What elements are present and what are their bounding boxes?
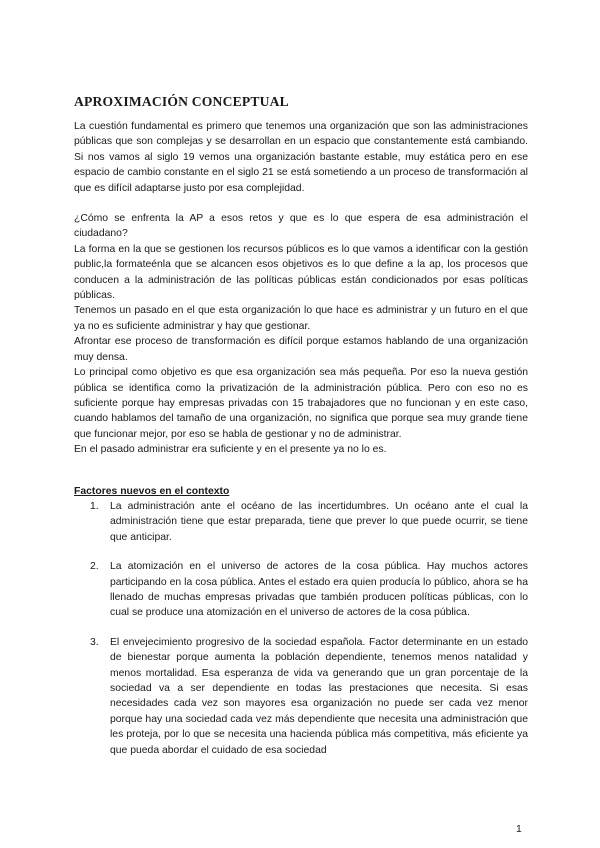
list-item-text: La administración ante el océano de las incertidumbres. Un océano ante el cual la administración tiene que estar preparada, tiene que prever lo que puede ocurrir, se tiene que anticipar. — [110, 500, 528, 543]
list-item — [74, 499, 528, 545]
document-title: APROXIMACIÓN CONCEPTUAL — [74, 94, 289, 109]
section-heading: Factores nuevos en el contexto — [74, 485, 230, 497]
body-paragraph-transformacion: Afrontar ese proceso de transformación es difícil porque estamos hablando de una organización muy densa. — [74, 336, 528, 363]
body-paragraph-objetivo: Lo principal como objetivo es que esa organización sea más pequeña. Por eso la nueva gestión pública se identifica como la privatización de la administración pública. Pero con eso no es suficiente porque hay empresas privadas con 15 trabajadores que no funcionan y en este caso, cuando hablamos del tamaño de una organización, no significa que porque sea muy grande tiene que funcionar mejor, por eso se habla de gestionar y no de administrar. — [74, 367, 528, 440]
list-item — [74, 559, 528, 621]
list-item-number: 1. — [90, 500, 99, 512]
body-paragraph-question: ¿Cómo se enfrenta la AP a esos retos y que es lo que espera de esa administración el ciudadano? — [74, 213, 528, 240]
page-number: 1 — [516, 824, 522, 835]
body-paragraph-gestion: La forma en la que se gestionen los recursos públicos es lo que vamos a identificar con la gestión public,la formateénla que se alcancen esos objetivos es lo que define a la ap, los procesos que conducen a la administración de las políticas públicas están condicionados por esas políticas públicas. — [74, 243, 528, 302]
spacer — [74, 545, 528, 559]
list-item-number: 3. — [90, 636, 99, 648]
body-paragraph-pasado-futuro: Tenemos un pasado en el que esta organización lo que hace es administrar y un futuro en el que ya no es suficiente administrar y hay que gestionar. — [74, 305, 528, 332]
body-paragraph-conclusion: En el pasado administrar era suficiente y en el presente ya no lo es. — [74, 444, 387, 456]
spacer — [74, 458, 528, 484]
list-item-text: El envejecimiento progresivo de la sociedad española. Factor determinante en un estado de bienestar porque aumenta la población dependiente, tenemos menos natalidad y menos mortalidad. Esa esperanza de vida va generando que un gran porcentaje de la sociedad va a ser dependiente en todas las prestaciones que necesita. Si esas necesidades cada vez son mayores esa organización no puede ser cada vez menor porque hay una sociedad cada vez más dependiente que necesita una administración que les proteja, por lo que se necesita una hacienda pública más competitiva, más eficiente ya que pueda abordar el cuidado de esa sociedad — [110, 636, 528, 756]
list-item-text: La atomización en el universo de actores de la cosa pública. Hay muchos actores participando en la cosa pública. Antes el estado era quien producía lo público, ahora se ha llenado de muchas empresas privadas que también producen políticas públicas, con lo cual se produce una atomización en el universo de actores de la cosa pública. — [110, 561, 528, 619]
spacer — [74, 196, 528, 211]
factors-list — [74, 499, 528, 758]
spacer — [74, 621, 528, 635]
intro-paragraph: La cuestión fundamental es primero que tenemos una organización que son las administraciones públicas que son complejas y se desarrollan en un espacio que constantemente está cambiando. Si nos vamos al siglo 19 vemos una organización bastante estable, muy estática pero en ese espacio de cambio constante en el siglo 21 se está sometiendo a un proceso de transformación al que es difícil adaptarse justo por esa complejidad. — [74, 121, 528, 194]
list-item — [74, 635, 528, 758]
page-content — [74, 93, 528, 758]
list-item-number: 2. — [90, 561, 99, 573]
